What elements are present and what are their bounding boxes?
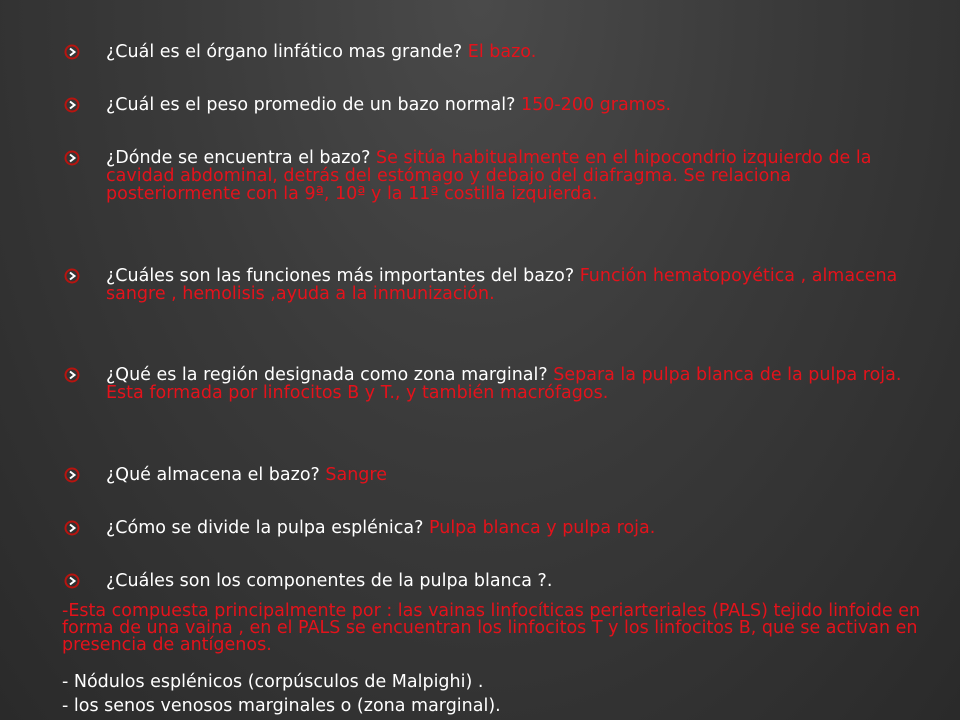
bullet-item bbox=[64, 519, 924, 537]
question-text: ¿Cómo se divide la pulpa esplénica? bbox=[106, 518, 429, 538]
circled-arrow-icon bbox=[64, 268, 84, 284]
bullet-item bbox=[64, 96, 924, 114]
circled-arrow-icon bbox=[64, 467, 84, 483]
answer-text: 150-200 gramos. bbox=[520, 95, 672, 115]
answer-paragraph: - Nódulos esplénicos (corpúsculos de Malpighi) . bbox=[62, 672, 484, 692]
question-text: ¿Qué almacena el bazo? bbox=[106, 465, 326, 485]
circled-arrow-icon bbox=[64, 520, 84, 536]
answer-text: Pulpa blanca y pulpa roja. bbox=[428, 518, 656, 538]
question-text: ¿Cuál es el órgano linfático mas grande? bbox=[106, 42, 468, 62]
question-text: ¿Cuáles son las funciones más importantes del bazo? bbox=[106, 266, 580, 286]
question-text: ¿Cuáles son los componentes de la pulpa blanca ?. bbox=[106, 571, 553, 591]
circled-arrow-icon bbox=[64, 44, 84, 60]
answer-text: Función hematopoyética , almacena sangre , hemolisis ,ayuda a la inmunización. bbox=[106, 266, 898, 304]
circled-arrow-icon bbox=[64, 150, 84, 166]
answer-text: Separa la pulpa blanca de la pulpa roja. Esta formada por linfocitos B y T., y también macrófagos. bbox=[106, 365, 902, 403]
answer-text: El bazo. bbox=[467, 42, 537, 62]
question-text: ¿Qué es la región designada como zona marginal? bbox=[106, 365, 554, 385]
bullet-item bbox=[64, 466, 924, 484]
bullet-item bbox=[64, 572, 924, 590]
question-text: ¿Dónde se encuentra el bazo? bbox=[106, 148, 376, 168]
bullet-item bbox=[64, 43, 924, 61]
bullet-item bbox=[64, 366, 924, 402]
bullet-item bbox=[64, 149, 924, 203]
answer-paragraph: -Esta compuesta principalmente por : las vainas linfocíticas periarteriales (PALS) tejido linfoide en forma de una vaina , en el PALS se encuentran los linfocitos T y los linfocitos B, que se activan en presencia de antígenos. bbox=[62, 601, 921, 655]
bullet-item bbox=[64, 267, 924, 303]
answer-paragraph: - los senos venosos marginales o (zona marginal). bbox=[62, 696, 501, 716]
circled-arrow-icon bbox=[64, 573, 84, 589]
circled-arrow-icon bbox=[64, 367, 84, 383]
answer-text: Se sitúa habitualmente en el hipocondrio izquierdo de la cavidad abdominal, detrás del estómago y debajo del diafragma. Se relaciona posteriormente con la 9ª, 10ª y la 11ª costilla izquierda. bbox=[106, 148, 872, 204]
answer-text: Sangre bbox=[325, 465, 387, 485]
question-text: ¿Cuál es el peso promedio de un bazo normal? bbox=[106, 95, 521, 115]
circled-arrow-icon bbox=[64, 97, 84, 113]
